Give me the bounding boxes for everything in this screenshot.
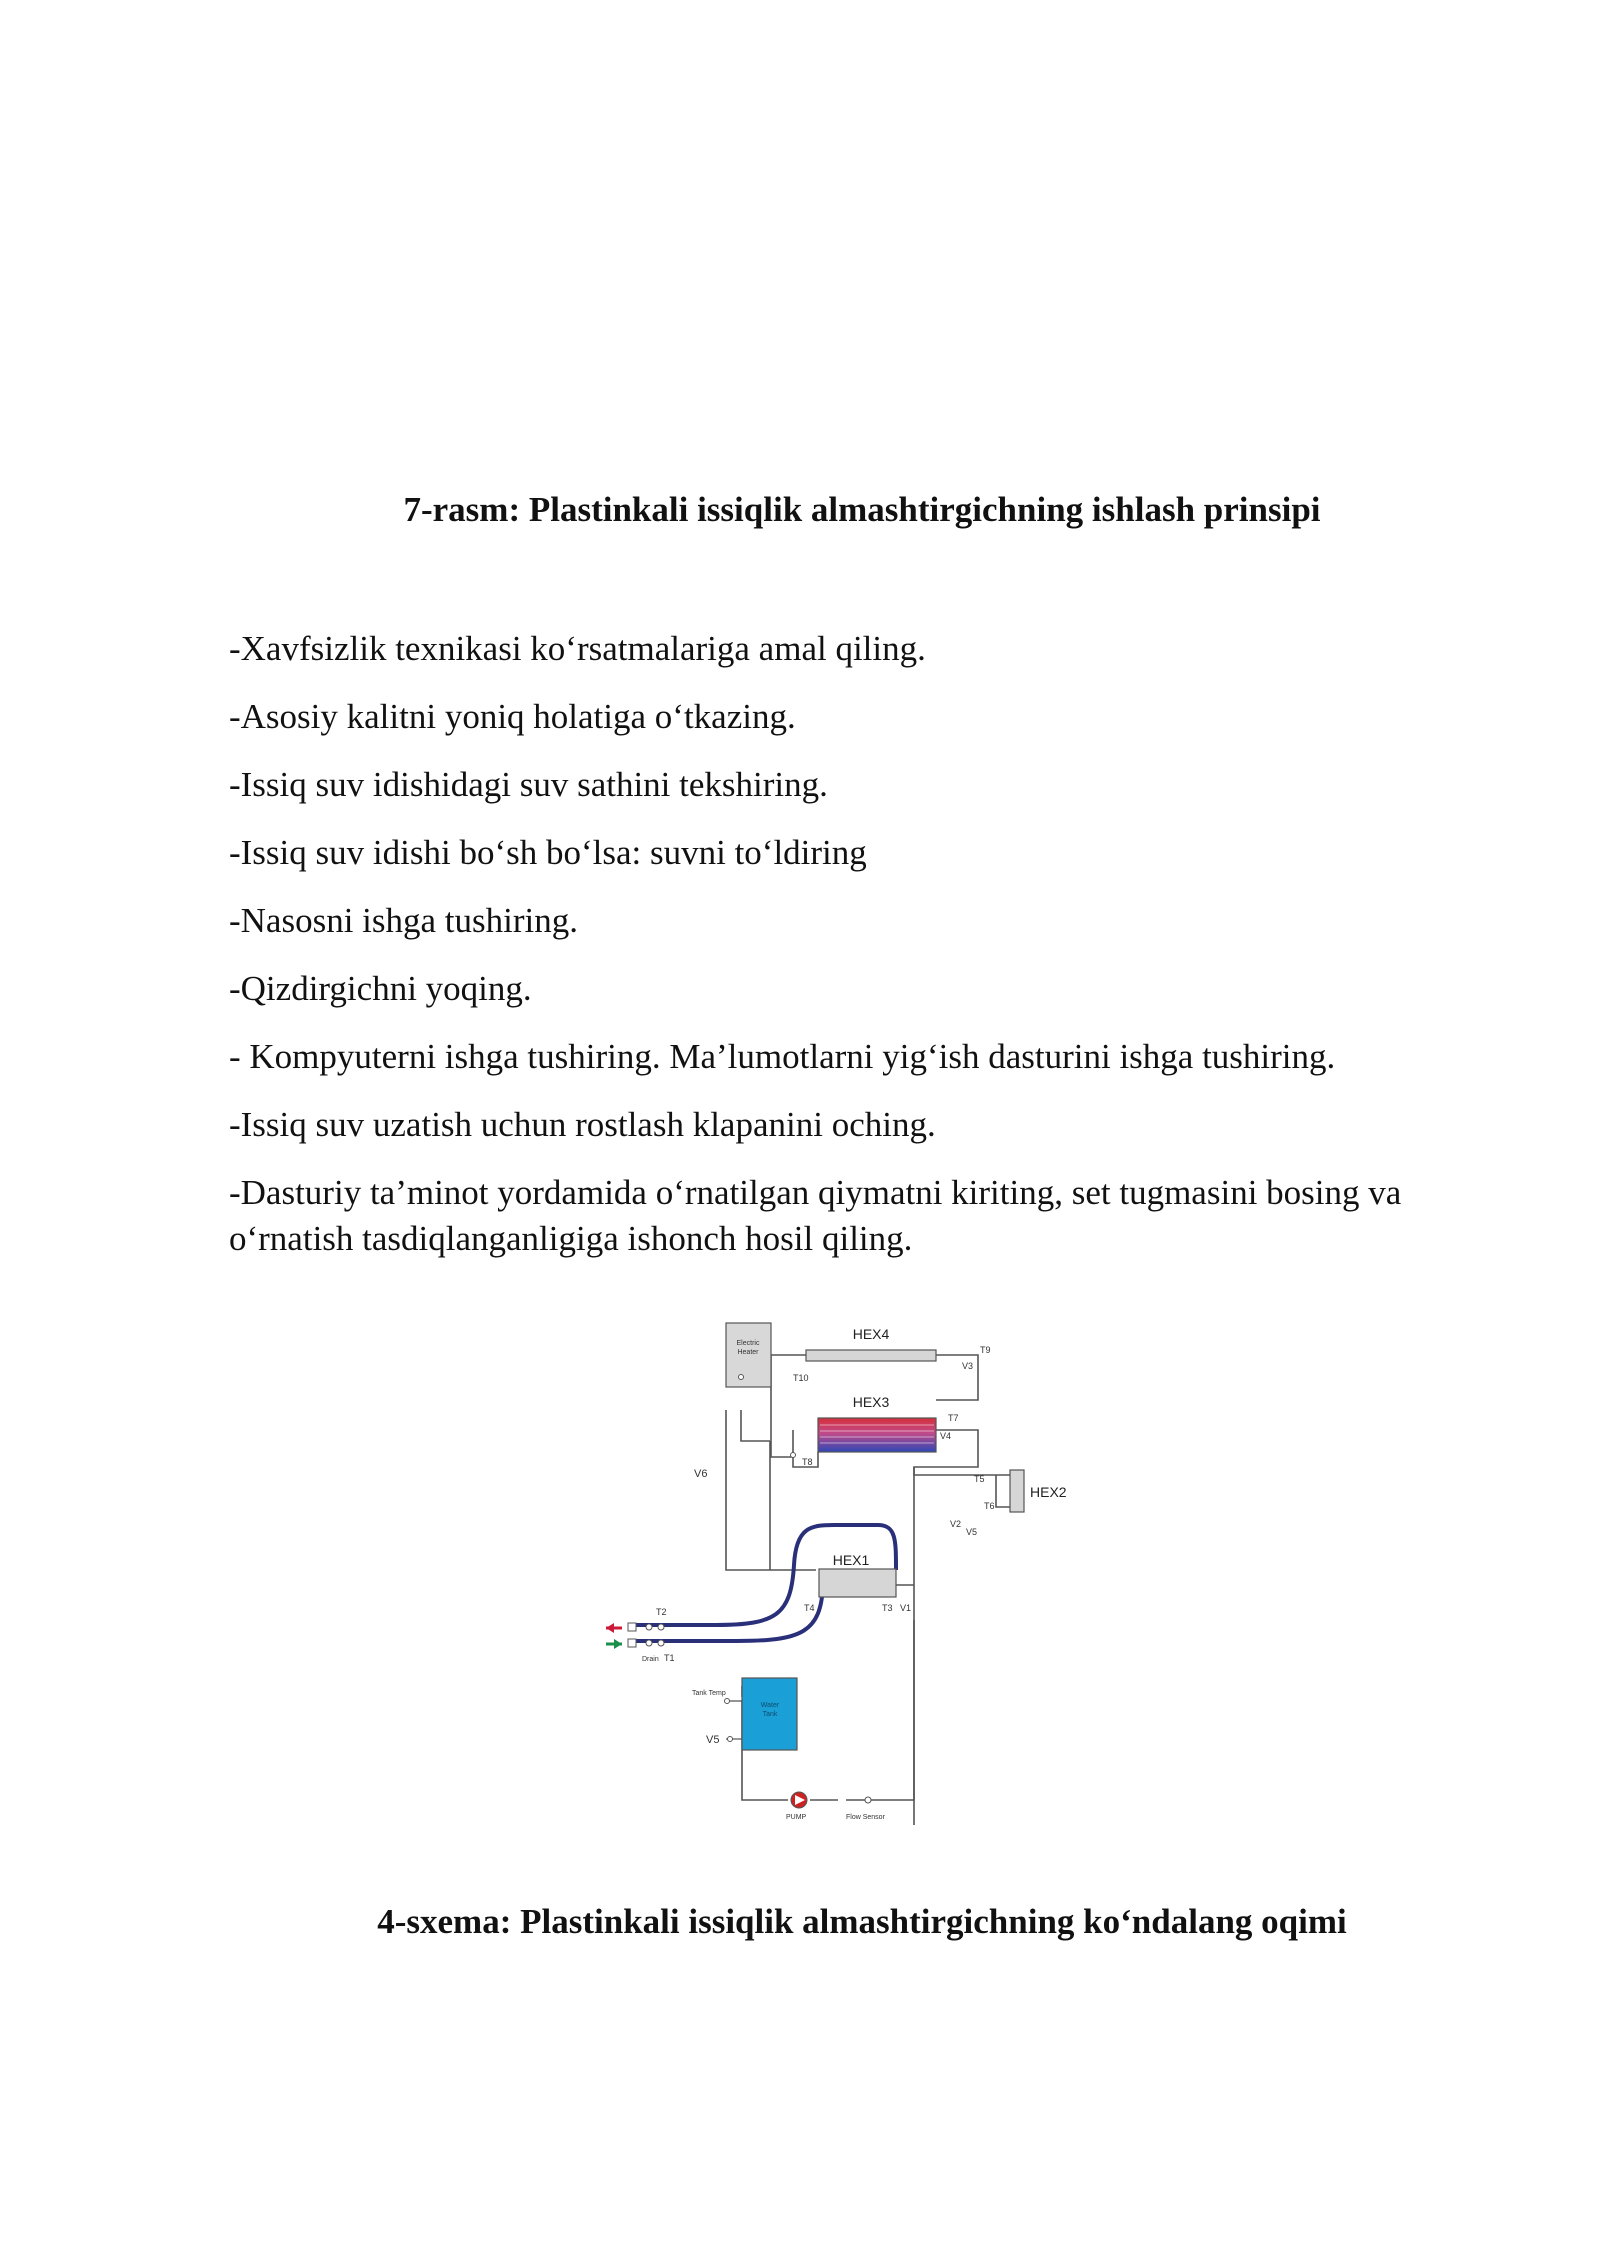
- instruction-item: -Qizdirgichni yoqing.: [229, 969, 532, 1008]
- instruction-item: -Xavfsizlik texnikasi ko‘rsatmalariga amal qiling.: [229, 629, 926, 668]
- heat-exchanger-diagram: [606, 1315, 1070, 1825]
- v1-label: V1: [900, 1603, 912, 1613]
- hex2: [950, 1470, 1067, 1537]
- t3-label: T3: [882, 1603, 893, 1613]
- t10-label: T10: [793, 1373, 809, 1383]
- t7-label: T7: [948, 1413, 959, 1423]
- v5-label: V5: [966, 1527, 978, 1537]
- hex3-label: HEX3: [852, 1394, 890, 1410]
- svg-text:Water: Water: [760, 1702, 780, 1709]
- hex4-label: HEX4: [852, 1326, 890, 1342]
- t8-label: T8: [802, 1457, 813, 1467]
- svg-text:Tank: Tank: [762, 1711, 778, 1718]
- electric-heater: [726, 1323, 771, 1387]
- drain-label: Drain: [642, 1656, 659, 1663]
- v4-label: V4: [940, 1431, 952, 1441]
- instruction-item: -Issiq suv idishi bo‘sh bo‘lsa: suvni to‘ldiring: [229, 833, 867, 872]
- v6-label: V6: [694, 1468, 708, 1480]
- flow-sensor-label: Flow Sensor: [846, 1814, 885, 1821]
- t6-label: T6: [984, 1501, 995, 1511]
- t1-label: T1: [664, 1653, 675, 1663]
- t9-label: T9: [980, 1345, 991, 1355]
- instruction-item: -Asosiy kalitni yoniq holatiga o‘tkazing.: [229, 697, 796, 736]
- instruction-item: -Nasosni ishga tushiring.: [229, 901, 579, 940]
- inlet-outlet: [606, 1607, 675, 1663]
- scheme-caption: 4-sxema: Plastinkali issiqlik almashtirgichning ko‘ndalang oqimi: [377, 1902, 1347, 1941]
- pump: [786, 1792, 807, 1821]
- t2-label: T2: [656, 1607, 667, 1617]
- figure-caption: 7-rasm: Plastinkali issiqlik almashtirgichning ishlash prinsipi: [403, 490, 1321, 529]
- v5-tank-label: V5: [706, 1734, 720, 1746]
- t4-label: T4: [804, 1603, 815, 1613]
- pump-label: PUMP: [786, 1814, 807, 1821]
- instruction-item: - Kompyuterni ishga tushiring. Ma’lumotlarni yig‘ish dasturini ishga tushiring.: [229, 1037, 1336, 1076]
- v2-label: V2: [950, 1519, 962, 1529]
- hex1-label: HEX1: [832, 1552, 870, 1568]
- t5-label: T5: [974, 1474, 985, 1484]
- water-tank: [692, 1678, 797, 1750]
- instruction-item: -Issiq suv uzatish uchun rostlash klapanini oching.: [229, 1105, 936, 1144]
- svg-text:Electric: Electric: [736, 1340, 760, 1347]
- instruction-list: [229, 626, 1474, 1284]
- v3-label: V3: [962, 1361, 974, 1371]
- hex2-label: HEX2: [1030, 1484, 1067, 1500]
- tank-temp-label: Tank Temp: [692, 1690, 726, 1697]
- instruction-item: -Issiq suv idishidagi suv sathini tekshiring.: [229, 765, 828, 804]
- hex1: [636, 1525, 911, 1641]
- instruction-item: -Dasturiy ta’minot yordamida o‘rnatilgan qiymatni kiriting, set tugmasini bosing va o‘rnatish tasdiqlanganligiga ishonch hosil qiling.: [229, 1173, 1402, 1258]
- hex3: [791, 1394, 959, 1467]
- svg-text:Heater: Heater: [737, 1349, 759, 1356]
